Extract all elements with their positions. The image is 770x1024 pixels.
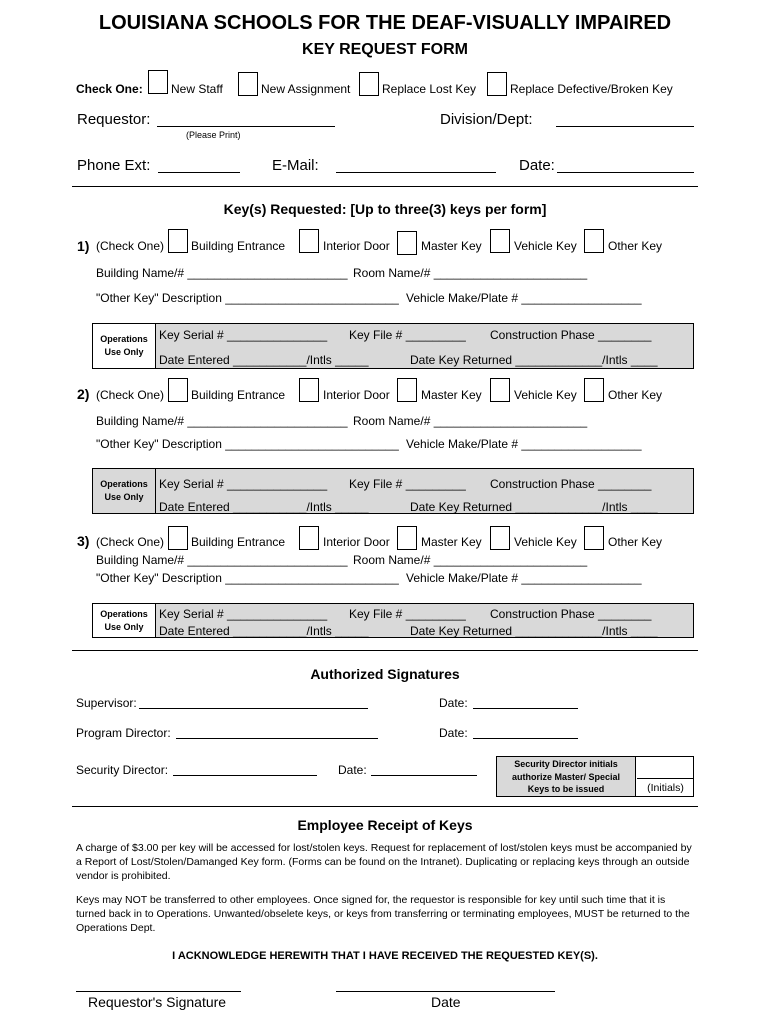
check-one-hint: (Check One) [96, 239, 165, 253]
requestor-field[interactable] [157, 126, 335, 127]
security-director-signature-field[interactable] [173, 775, 317, 776]
building-entrance-label: Building Entrance [191, 535, 286, 549]
authorized-signatures-heading: Authorized Signatures [310, 666, 460, 682]
replace-lost-key-label: Replace Lost Key [382, 82, 477, 96]
charge-paragraph: A charge of $3.00 per key will be accessed for lost/stolen keys. Request for replacement of lost/stolen keys must be accompanied by a Report of Lost/Stolen/Damanged Key form. (Forms can be found on the Intranet). Duplicating or replacing keys through an outside vendor is prohibited. [76, 842, 692, 882]
requestor-signature-label: Requestor's Signature [88, 994, 227, 1010]
vehicle-key-checkbox[interactable] [490, 526, 510, 550]
building-name-field[interactable]: Building Name/# ________________________ [96, 414, 348, 428]
key-number-3: 3) [77, 533, 90, 549]
initials-note-line2: authorize Master/ Special [511, 771, 621, 782]
vehicle-plate-field[interactable]: Vehicle Make/Plate # __________________ [406, 291, 642, 305]
date-entered-field[interactable]: Date Entered ___________/Intls _____ [159, 624, 369, 638]
interior-door-checkbox[interactable] [299, 229, 319, 253]
initials-label: (Initials) [647, 782, 684, 794]
replace-defective-key-label: Replace Defective/Broken Key [510, 82, 673, 96]
requestor-signature-field[interactable] [76, 991, 241, 992]
supervisor-date-field[interactable] [473, 708, 578, 709]
replace-lost-key-checkbox[interactable] [359, 72, 379, 96]
check-one-label: Check One: [76, 82, 143, 96]
vehicle-plate-field[interactable]: Vehicle Make/Plate # __________________ [406, 571, 642, 585]
other-key-label: Other Key [608, 239, 663, 253]
email-label: E-Mail: [272, 157, 319, 174]
date-field[interactable] [557, 172, 694, 173]
ops-label-line2: Use Only [104, 347, 144, 357]
security-director-date-label: Date: [338, 763, 367, 777]
new-assignment-label: New Assignment [261, 82, 351, 96]
other-key-description-field[interactable]: "Other Key" Description __________________________ [96, 437, 399, 451]
construction-phase-field[interactable]: Construction Phase ________ [490, 607, 652, 621]
initials-field[interactable] [637, 757, 694, 777]
operations-label [93, 469, 156, 513]
key-file-field[interactable]: Key File # _________ [349, 328, 466, 342]
new-staff-checkbox[interactable] [148, 70, 168, 94]
ops-label-line2: Use Only [104, 621, 144, 632]
key-serial-field[interactable]: Key Serial # _______________ [159, 328, 328, 342]
master-key-label: Master Key [421, 239, 482, 253]
date-returned-field[interactable]: Date Key Returned _____________/Intls ____ [410, 353, 658, 367]
date-returned-field[interactable]: Date Key Returned _____________/Intls ____ [410, 624, 658, 638]
vehicle-plate-field[interactable]: Vehicle Make/Plate # __________________ [406, 437, 642, 451]
keys-heading: Key(s) Requested: [Up to three(3) keys per form] [223, 201, 547, 217]
initials-note-line1: Security Director initials [514, 759, 618, 769]
division-field[interactable] [556, 126, 694, 127]
vehicle-key-checkbox[interactable] [490, 229, 510, 253]
receipt-date-label: Date [431, 994, 461, 1010]
date-entered-field[interactable]: Date Entered ___________/Intls _____ [159, 353, 369, 367]
other-key-label: Other Key [608, 388, 663, 402]
division-label: Division/Dept: [440, 111, 533, 128]
supervisor-label: Supervisor: [76, 696, 137, 710]
supervisor-date-label: Date: [439, 696, 468, 710]
please-print-note: (Please Print) [186, 130, 241, 140]
phone-field[interactable] [158, 172, 240, 173]
security-director-initials-box [496, 756, 694, 797]
room-name-field[interactable]: Room Name/# _______________________ [353, 266, 588, 280]
master-key-checkbox[interactable] [397, 231, 417, 255]
master-key-label: Master Key [421, 388, 482, 402]
receipt-heading: Employee Receipt of Keys [297, 817, 473, 833]
vehicle-key-checkbox[interactable] [490, 378, 510, 402]
initials-divider [637, 778, 694, 779]
operations-label [93, 604, 156, 637]
key-file-field[interactable]: Key File # _________ [349, 607, 466, 621]
date-returned-field[interactable]: Date Key Returned _____________/Intls ____ [410, 500, 658, 514]
operations-box [92, 468, 694, 514]
building-entrance-checkbox[interactable] [168, 526, 188, 550]
replace-defective-key-checkbox[interactable] [487, 72, 507, 96]
program-director-date-label: Date: [439, 726, 468, 740]
program-director-label: Program Director: [76, 726, 171, 740]
section-divider [72, 806, 698, 807]
phone-label: Phone Ext: [77, 157, 151, 174]
key-serial-field[interactable]: Key Serial # _______________ [159, 607, 328, 621]
building-entrance-label: Building Entrance [191, 239, 286, 253]
key-number-1: 1) [77, 238, 90, 254]
other-key-label: Other Key [608, 535, 663, 549]
key-number-2: 2) [77, 386, 90, 402]
supervisor-signature-field[interactable] [139, 708, 368, 709]
room-name-field[interactable]: Room Name/# _______________________ [353, 414, 588, 428]
initials-note [497, 757, 636, 796]
vehicle-key-label: Vehicle Key [514, 535, 577, 549]
vehicle-key-label: Vehicle Key [514, 239, 577, 253]
interior-door-checkbox[interactable] [299, 378, 319, 402]
building-name-field[interactable]: Building Name/# ________________________ [96, 266, 348, 280]
building-entrance-checkbox[interactable] [168, 229, 188, 253]
operations-label [93, 324, 156, 368]
construction-phase-field[interactable]: Construction Phase ________ [490, 328, 652, 342]
initials-note-line3: Keys to be issued [527, 784, 605, 794]
interior-door-label: Interior Door [323, 239, 390, 253]
other-key-description-field[interactable]: "Other Key" Description __________________________ [96, 291, 399, 305]
program-director-date-field[interactable] [473, 738, 578, 739]
ops-label-line1: Operations [100, 479, 148, 489]
check-one-hint: (Check One) [96, 388, 165, 402]
master-key-checkbox[interactable] [397, 526, 417, 550]
check-one-hint: (Check One) [96, 535, 165, 549]
section-divider [72, 186, 698, 187]
program-director-signature-field[interactable] [176, 738, 378, 739]
security-director-label: Security Director: [76, 763, 169, 777]
receipt-date-field[interactable] [336, 991, 555, 992]
form-title: LOUISIANA SCHOOLS FOR THE DEAF-VISUALLY IMPAIRED [98, 12, 672, 34]
interior-door-label: Interior Door [323, 535, 390, 549]
new-staff-label: New Staff [171, 82, 223, 96]
other-key-checkbox[interactable] [584, 526, 604, 550]
building-entrance-checkbox[interactable] [168, 378, 188, 402]
acknowledge-statement: I ACKNOWLEDGE HEREWITH THAT I HAVE RECEIVED THE REQUESTED KEY(S). [172, 950, 598, 962]
date-entered-field[interactable]: Date Entered ___________/Intls _____ [159, 500, 369, 514]
section-divider [72, 650, 698, 651]
ops-label-line1: Operations [100, 608, 148, 619]
interior-door-checkbox[interactable] [299, 526, 319, 550]
other-key-checkbox[interactable] [584, 378, 604, 402]
ops-label-line1: Operations [100, 334, 148, 344]
operations-box [92, 323, 694, 369]
construction-phase-field[interactable]: Construction Phase ________ [490, 477, 652, 491]
other-key-description-field[interactable]: "Other Key" Description __________________________ [96, 571, 399, 585]
date-label: Date: [519, 157, 555, 174]
email-field[interactable] [336, 172, 496, 173]
transfer-paragraph: Keys may NOT be transferred to other employees. Once signed for, the requestor is responsible for key until such time that it is turned back in to Operations. Unwanted/obselete keys, or keys from transferring or terminating employees, MUST be returned to the Operations Dept. [76, 894, 690, 934]
operations-box [92, 603, 694, 638]
ops-label-line2: Use Only [104, 492, 144, 502]
master-key-label: Master Key [421, 535, 482, 549]
interior-door-label: Interior Door [323, 388, 390, 402]
master-key-checkbox[interactable] [397, 378, 417, 402]
vehicle-key-label: Vehicle Key [514, 388, 577, 402]
building-name-field[interactable]: Building Name/# ________________________ [96, 553, 348, 567]
building-entrance-label: Building Entrance [191, 388, 286, 402]
key-serial-field[interactable]: Key Serial # _______________ [159, 477, 328, 491]
key-file-field[interactable]: Key File # _________ [349, 477, 466, 491]
room-name-field[interactable]: Room Name/# _______________________ [353, 553, 588, 567]
form-subtitle: KEY REQUEST FORM [302, 41, 468, 58]
other-key-checkbox[interactable] [584, 229, 604, 253]
requestor-label: Requestor: [77, 111, 151, 128]
security-director-date-field[interactable] [371, 775, 477, 776]
new-assignment-checkbox[interactable] [238, 72, 258, 96]
